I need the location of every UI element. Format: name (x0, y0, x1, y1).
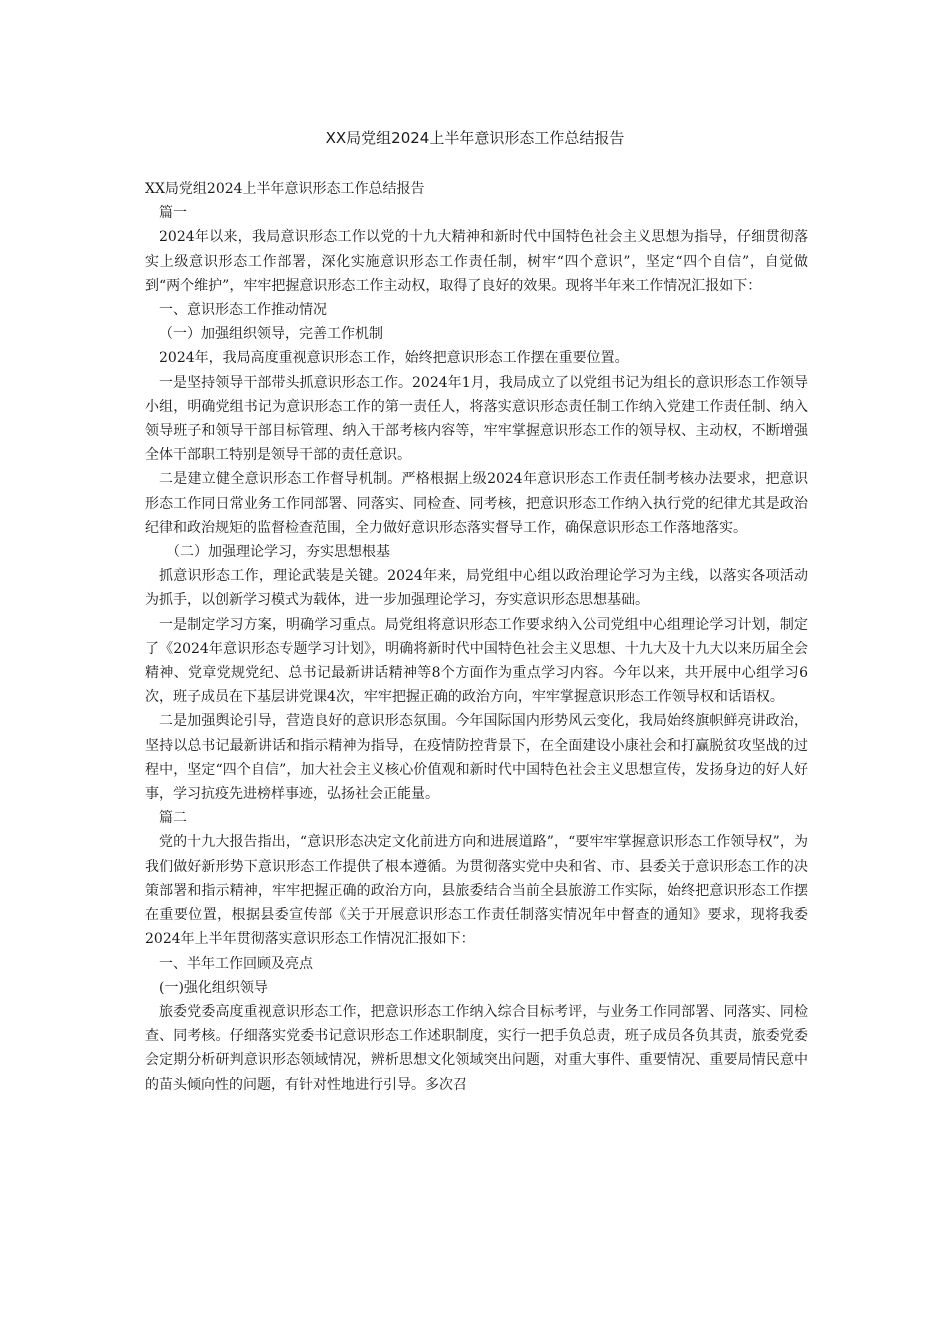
section-heading: 一、意识形态工作推动情况 (159, 302, 327, 319)
body-paragraph: 旅委党委高度重视意识形态工作，把意识形态工作纳入综合目标考评，与业务工作同部署、同落实、同检查、同考核。仔细落实党委书记意识形态工作述职制度，实行一把手负总责，班子成员各负其责，旅委党委会定期分析研判意识形态领域情况，辨析思想文化领域突出问题，对重大事件、重要情况、重要局情民意中的苗头倾向性的问题，有针对性地进行引导。多次召 (145, 1003, 808, 1093)
body-heading: XX局党组2024上半年意识形态工作总结报告 (145, 181, 425, 197)
body-paragraph: 一是坚持领导干部带头抓意识形态工作。2024年1月，我局成立了以党组书记为组长的意识形态工作领导小组，明确党组书记为意识形态工作的第一责任人，将落实意识形态责任制工作纳入党建工作责任制、纳入领导班子和领导干部目标管理、纳入干部考核内容等，牢牢掌握意识形态工作的领导权、主动权，不断增强全体干部职工特别是领导干部的责任意识。 (145, 374, 808, 464)
document-body (145, 177, 808, 1097)
body-paragraph: 2024年，我局高度重视意识形态工作，始终把意识形态工作摆在重要位置。 (159, 350, 629, 367)
body-paragraph: 抓意识形态工作，理论武装是关键。2024年来，局党组中心组以政治理论学习为主线，以落实各项活动为抓手，以创新学习模式为载体，进一步加强理论学习，夯实意识形态思想基础。 (145, 568, 808, 609)
body-paragraph: 党的十九大报告指出，“意识形态决定文化前进方向和进展道路”，“要牢牢掌握意识形态工作领导权”，为我们做好新形势下意识形态工作提供了根本遵循。为贯彻落实党中央和省、市、县委关于意识形态工作的决策部署和指示精神，牢牢把握正确的政治方向，县旅委结合当前全县旅游工作实际，始终把意识形态工作摆在重要位置，根据县委宣传部《关于开展意识形态工作责任制落实情况年中督查的通知》要求，现将我委2024年上半年贯彻落实意识形态工作情况汇报如下： (145, 834, 808, 948)
body-paragraph: 二是建立健全意识形态工作督导机制。严格根据上级2024年意识形态工作责任制考核办法要求，把意识形态工作同日常业务工作同部署、同落实、同检查、同考核，把意识形态工作纳入执行党的纪律尤其是政治纪律和政治规矩的监督检查范围，全力做好意识形态落实督导工作，确保意识形态工作落地落实。 (145, 471, 808, 536)
subsection-heading: （二）加强理论学习，夯实思想根基 (166, 544, 390, 561)
body-paragraph: 一是制定学习方案，明确学习重点。局党组将意识形态工作要求纳入公司党组中心组理论学习计划，制定了《2024年意识形态专题学习计划》，明确将新时代中国特色社会主义思想、十九大及十九大以来历届全会精神、党章党规党纪、总书记最新讲话精神等8个方面作为重点学习内容。今年以来，共开展中心组学习6次，班子成员在下基层讲党课4次，牢牢把握正确的政治方向，牢牢掌握意识形态工作领导权和话语权。 (145, 616, 808, 706)
subsection-heading: (一)强化组织领导 (159, 979, 268, 996)
document-title: XX局党组2024上半年意识形态工作总结报告 (325, 129, 625, 147)
section-heading: 一、半年工作回顾及亮点 (159, 955, 313, 972)
body-paragraph: 二是加强舆论引导，营造良好的意识形态氛围。今年国际国内形势风云变化，我局始终旗帜鲜亮讲政治，坚持以总书记最新讲话和指示精神为指导，在疫情防控背景下，在全面建设小康社会和打赢脱贫攻坚战的过程中，坚定“四个自信”，加大社会主义核心价值观和新时代中国特色社会主义思想宣传，发扬身边的好人好事，学习抗疫先进榜样事迹，弘扬社会正能量。 (145, 713, 808, 803)
subsection-heading: （一）加强组织领导，完善工作机制 (159, 326, 383, 343)
section-label-part-one: 篇一 (159, 205, 187, 222)
section-label-part-two: 篇二 (159, 810, 187, 827)
body-paragraph: 2024年以来，我局意识形态工作以党的十九大精神和新时代中国特色社会主义思想为指导，仔细贯彻落实上级意识形态工作部署，深化实施意识形态工作责任制，树牢“四个意识”，坚定“四个自信”，自觉做到“两个维护”，牢牢把握意识形态工作主动权，取得了良好的效果。现将半年来工作情况汇报如下： (145, 229, 808, 294)
